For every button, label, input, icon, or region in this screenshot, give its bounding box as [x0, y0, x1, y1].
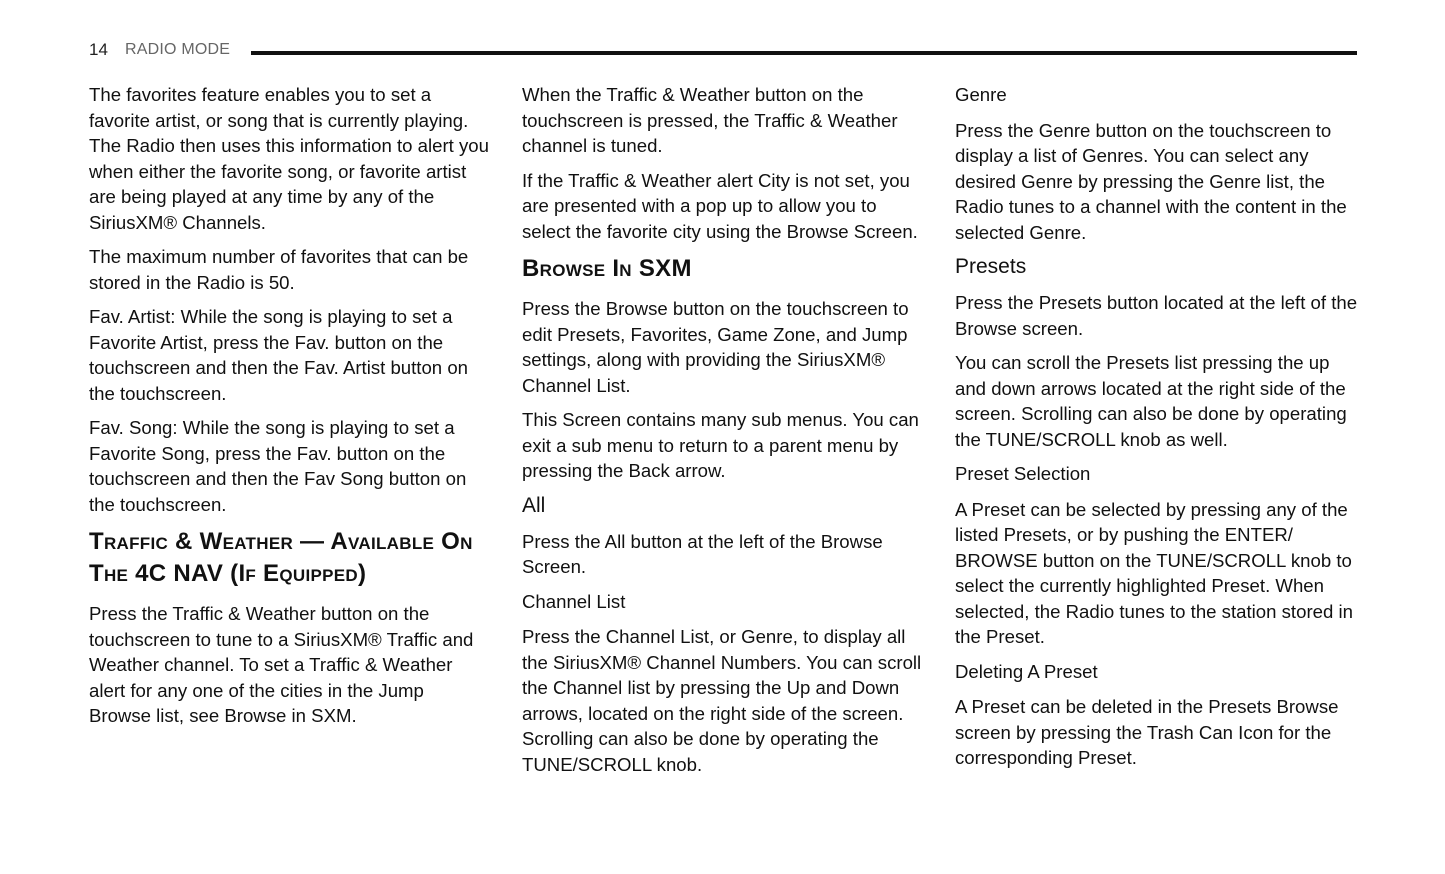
channel-list-heading: Channel List [522, 590, 626, 612]
channel-list-text: Press the Channel List, or Genre, to display all the SiriusXM® Channel Numbers. You can scroll the Channel list by pressing the Up and Down arrows, located on the right side of the screen. Scrolling can also be done by operating the TUNE/SCROLL knob. [522, 626, 922, 775]
fav-artist-label: Fav. Artist: [89, 306, 176, 327]
genre-text: Press the Genre button on the touchscreen to display a list of Genres. You can select any desired Genre by pressing the Genre list, the Radio tunes to a channel with the content in the selected Genre. [955, 119, 1347, 243]
favorites-max: The maximum number of favorites that can be stored in the Radio is 50. [89, 246, 469, 293]
page-header [89, 38, 1357, 62]
fav-artist-text: While the song is playing to set a Favorite Artist, press the Fav. button on the touchscreen and then the Fav. Artist button on the touchscreen. [89, 306, 469, 404]
browse-submenus: This Screen contains many sub menus. You can exit a sub menu to return to a parent menu by pressing the Back arrow. [522, 409, 919, 481]
fav-artist-paragraph [89, 304, 489, 406]
fav-song-paragraph [89, 415, 489, 517]
all-text: Press the All button at the left of the Browse Screen. [522, 530, 883, 577]
page-number: 14 [89, 40, 108, 59]
presets-text: Press the Presets button located at the left of the Browse screen. [955, 292, 1358, 339]
header-rule [251, 51, 1357, 55]
section-title: RADIO MODE [125, 41, 231, 58]
traffic-weather-text: Press the Traffic & Weather button on the touchscreen to tune to a SiriusXM® Traffic and Weather channel. To set a Traffic & Weather alert for any one of the cities in the Jump Browse list, see Browse in SXM. [89, 603, 474, 726]
browse-intro: Press the Browse button on the touchscreen to edit Presets, Favorites, Game Zone, and Jump settings, along with providing the SiriusXM® Channel List. [522, 298, 909, 396]
deleting-preset-text: A Preset can be deleted in the Presets Browse screen by pressing the Trash Can Icon for the corresponding Preset. [955, 696, 1339, 768]
browse-sxm-heading: Browse In SXM [522, 255, 692, 282]
column-2 [522, 82, 930, 786]
deleting-preset-heading: Deleting A Preset [955, 660, 1098, 682]
preset-selection-heading: Preset Selection [955, 463, 1091, 484]
all-heading: All [522, 493, 546, 517]
presets-heading: Presets [955, 255, 1027, 278]
fav-song-text: While the song is playing to set a Favorite Song, press the Fav. button on the touchscreen and then the Fav Song button on the touchscreen. [89, 417, 467, 515]
traffic-weather-city: If the Traffic & Weather alert City is not set, you are presented with a pop up to allow you to select the favorite city using the Browse Screen. [522, 169, 918, 242]
traffic-weather-pressed: When the Traffic & Weather button on the touchscreen is pressed, the Traffic & Weather channel is tuned. [522, 84, 898, 156]
fav-song-label: Fav. Song: [89, 417, 178, 438]
column-1 [89, 82, 489, 738]
genre-heading: Genre [955, 84, 1007, 105]
preset-selection-text: A Preset can be selected by pressing any of the listed Presets, or by pushing the ENTER/ BROWSE button on the TUNE/SCROLL knob to select the currently highlighted Preset. When selected, the Radio tunes to the station stored in the Preset. [955, 498, 1353, 647]
traffic-weather-heading: Traffic & Weather — Available On The 4C NAV (If Equipped) [89, 528, 473, 587]
presets-scroll-text: You can scroll the Presets list pressing the up and down arrows located at the right side of the screen. Scrolling can also be done by operating the TUNE/SCROLL knob as well. [955, 352, 1347, 450]
column-3 [955, 82, 1360, 780]
favorites-intro: The favorites feature enables you to set a favorite artist, or song that is currently playing. The Radio then uses this information to alert you when either the favorite song, or favorite artist are being played at any time by any of the SiriusXM® Channels. [89, 84, 489, 233]
